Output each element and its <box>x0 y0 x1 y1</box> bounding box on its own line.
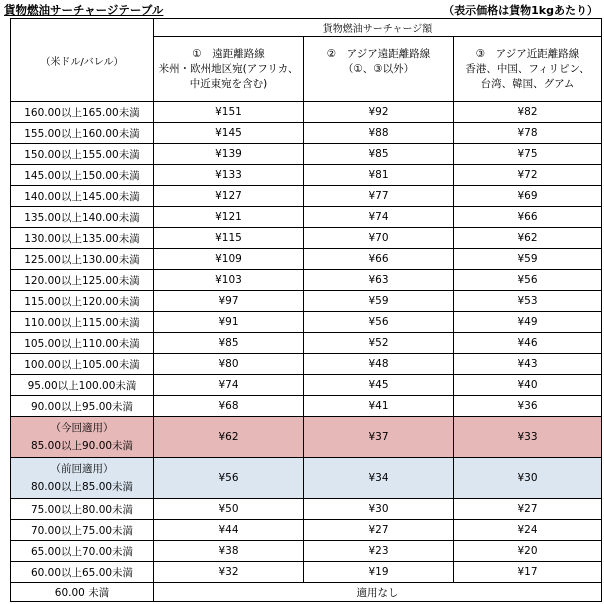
surcharge-cell: ¥85 <box>154 333 304 354</box>
table-row <box>11 123 602 144</box>
surcharge-cell: ¥109 <box>154 249 304 270</box>
range-cell: 120.00以上125.00未満 <box>11 270 154 291</box>
surcharge-cell: ¥78 <box>454 123 602 144</box>
surcharge-table <box>10 18 602 602</box>
surcharge-cell: ¥36 <box>454 396 602 417</box>
surcharge-cell: ¥48 <box>304 354 454 375</box>
surcharge-cell: ¥75 <box>454 144 602 165</box>
surcharge-cell: ¥56 <box>154 458 304 499</box>
table-row <box>11 333 602 354</box>
surcharge-cell: ¥103 <box>154 270 304 291</box>
unit-note: （表示価格は貨物1kgあたり） <box>443 4 598 17</box>
range-cell <box>11 417 154 458</box>
table-row <box>11 375 602 396</box>
surcharge-cell: ¥127 <box>154 186 304 207</box>
surcharge-cell: ¥30 <box>304 499 454 520</box>
surcharge-cell: ¥92 <box>304 102 454 123</box>
unit-header: （米ドル/バレル） <box>11 19 154 102</box>
range-cell: 125.00以上130.00未満 <box>11 249 154 270</box>
surcharge-cell: ¥66 <box>304 249 454 270</box>
surcharge-cell: ¥23 <box>304 541 454 562</box>
surcharge-cell: ¥82 <box>454 102 602 123</box>
table-row <box>11 312 602 333</box>
surcharge-cell: ¥43 <box>454 354 602 375</box>
range-cell: 60.00 未満 <box>11 583 154 602</box>
table-row <box>11 354 602 375</box>
range-cell: 150.00以上155.00未満 <box>11 144 154 165</box>
surcharge-cell: ¥68 <box>154 396 304 417</box>
applied-label: （今回適用） <box>50 422 114 434</box>
surcharge-cell: ¥97 <box>154 291 304 312</box>
range-cell <box>11 458 154 499</box>
column-header-line <box>304 77 453 92</box>
range-cell: 75.00以上80.00未満 <box>11 499 154 520</box>
table-row <box>11 228 602 249</box>
surcharge-cell: ¥139 <box>154 144 304 165</box>
table-row <box>11 499 602 520</box>
table-row <box>11 291 602 312</box>
surcharge-cell: ¥49 <box>454 312 602 333</box>
surcharge-cell: ¥59 <box>304 291 454 312</box>
range-text: 80.00以上85.00未満 <box>30 481 134 493</box>
surcharge-cell: ¥56 <box>304 312 454 333</box>
column-header-line: ② アジア遠距離路線 <box>326 47 431 60</box>
column-header-line: （①、③以外） <box>342 62 415 75</box>
range-cell: 110.00以上115.00未満 <box>11 312 154 333</box>
table-row <box>11 102 602 123</box>
table-row <box>11 270 602 291</box>
previous-applied-row <box>11 458 602 499</box>
group-header: 貨物燃油サーチャージ額 <box>154 19 602 37</box>
table-row <box>11 186 602 207</box>
surcharge-cell: ¥24 <box>454 520 602 541</box>
range-cell: 90.00以上95.00未満 <box>11 396 154 417</box>
range-cell: 130.00以上135.00未満 <box>11 228 154 249</box>
table-row <box>11 144 602 165</box>
range-cell: 160.00以上165.00未満 <box>11 102 154 123</box>
surcharge-cell: ¥32 <box>154 562 304 583</box>
surcharge-cell: ¥66 <box>454 207 602 228</box>
not-applicable-row <box>11 583 602 602</box>
surcharge-cell: ¥17 <box>454 562 602 583</box>
column-header-line: 台湾、韓国、グアム <box>480 77 575 90</box>
table-row <box>11 207 602 228</box>
surcharge-cell: ¥74 <box>304 207 454 228</box>
table-row <box>11 562 602 583</box>
table-row <box>11 541 602 562</box>
surcharge-cell: ¥46 <box>454 333 602 354</box>
table-row <box>11 520 602 541</box>
surcharge-cell: ¥133 <box>154 165 304 186</box>
surcharge-cell: ¥53 <box>454 291 602 312</box>
surcharge-cell: ¥52 <box>304 333 454 354</box>
column-header-line: ③ アジア近距離路線 <box>475 47 580 60</box>
surcharge-cell: ¥74 <box>154 375 304 396</box>
surcharge-cell: ¥30 <box>454 458 602 499</box>
range-cell: 105.00以上110.00未満 <box>11 333 154 354</box>
range-cell: 140.00以上145.00未満 <box>11 186 154 207</box>
surcharge-cell: ¥41 <box>304 396 454 417</box>
surcharge-cell: ¥19 <box>304 562 454 583</box>
not-applicable-cell: 適用なし <box>154 583 602 602</box>
range-cell: 95.00以上100.00未満 <box>11 375 154 396</box>
column-header-long-haul <box>154 37 304 102</box>
range-cell: 115.00以上120.00未満 <box>11 291 154 312</box>
surcharge-cell: ¥37 <box>304 417 454 458</box>
surcharge-cell: ¥50 <box>154 499 304 520</box>
table-row <box>11 165 602 186</box>
column-header-line: 中近東宛を含む) <box>189 77 268 90</box>
surcharge-cell: ¥40 <box>454 375 602 396</box>
surcharge-cell: ¥85 <box>304 144 454 165</box>
surcharge-cell: ¥62 <box>154 417 304 458</box>
range-cell: 65.00以上70.00未満 <box>11 541 154 562</box>
surcharge-cell: ¥20 <box>454 541 602 562</box>
surcharge-cell: ¥44 <box>154 520 304 541</box>
table-row <box>11 249 602 270</box>
applied-label: （前回適用） <box>50 463 114 475</box>
surcharge-cell: ¥81 <box>304 165 454 186</box>
surcharge-cell: ¥88 <box>304 123 454 144</box>
surcharge-cell: ¥34 <box>304 458 454 499</box>
table-row <box>11 396 602 417</box>
surcharge-cell: ¥45 <box>304 375 454 396</box>
range-text: 85.00以上90.00未満 <box>30 440 134 452</box>
column-header-asia-short <box>454 37 602 102</box>
column-header-line: 香港、中国、フィリピン、 <box>465 62 590 75</box>
column-header-line: ① 遠距離路線 <box>192 47 265 60</box>
surcharge-cell: ¥151 <box>154 102 304 123</box>
surcharge-cell: ¥77 <box>304 186 454 207</box>
surcharge-cell: ¥27 <box>304 520 454 541</box>
surcharge-cell: ¥56 <box>454 270 602 291</box>
range-cell: 155.00以上160.00未満 <box>11 123 154 144</box>
page-title: 貨物燃油サーチャージテーブル <box>4 3 164 17</box>
surcharge-cell: ¥91 <box>154 312 304 333</box>
surcharge-cell: ¥72 <box>454 165 602 186</box>
surcharge-cell: ¥70 <box>304 228 454 249</box>
surcharge-cell: ¥115 <box>154 228 304 249</box>
current-applied-row <box>11 417 602 458</box>
range-cell: 135.00以上140.00未満 <box>11 207 154 228</box>
range-cell: 70.00以上75.00未満 <box>11 520 154 541</box>
range-cell: 145.00以上150.00未満 <box>11 165 154 186</box>
surcharge-cell: ¥63 <box>304 270 454 291</box>
surcharge-cell: ¥121 <box>154 207 304 228</box>
surcharge-cell: ¥145 <box>154 123 304 144</box>
surcharge-cell: ¥59 <box>454 249 602 270</box>
column-header-line: 米州・欧州地区宛(アフリカ、 <box>158 62 299 75</box>
surcharge-cell: ¥69 <box>454 186 602 207</box>
surcharge-cell: ¥80 <box>154 354 304 375</box>
surcharge-cell: ¥33 <box>454 417 602 458</box>
range-cell: 60.00以上65.00未満 <box>11 562 154 583</box>
surcharge-cell: ¥62 <box>454 228 602 249</box>
range-cell: 100.00以上105.00未満 <box>11 354 154 375</box>
surcharge-cell: ¥38 <box>154 541 304 562</box>
surcharge-cell: ¥27 <box>454 499 602 520</box>
column-header-asia-long <box>304 37 454 102</box>
